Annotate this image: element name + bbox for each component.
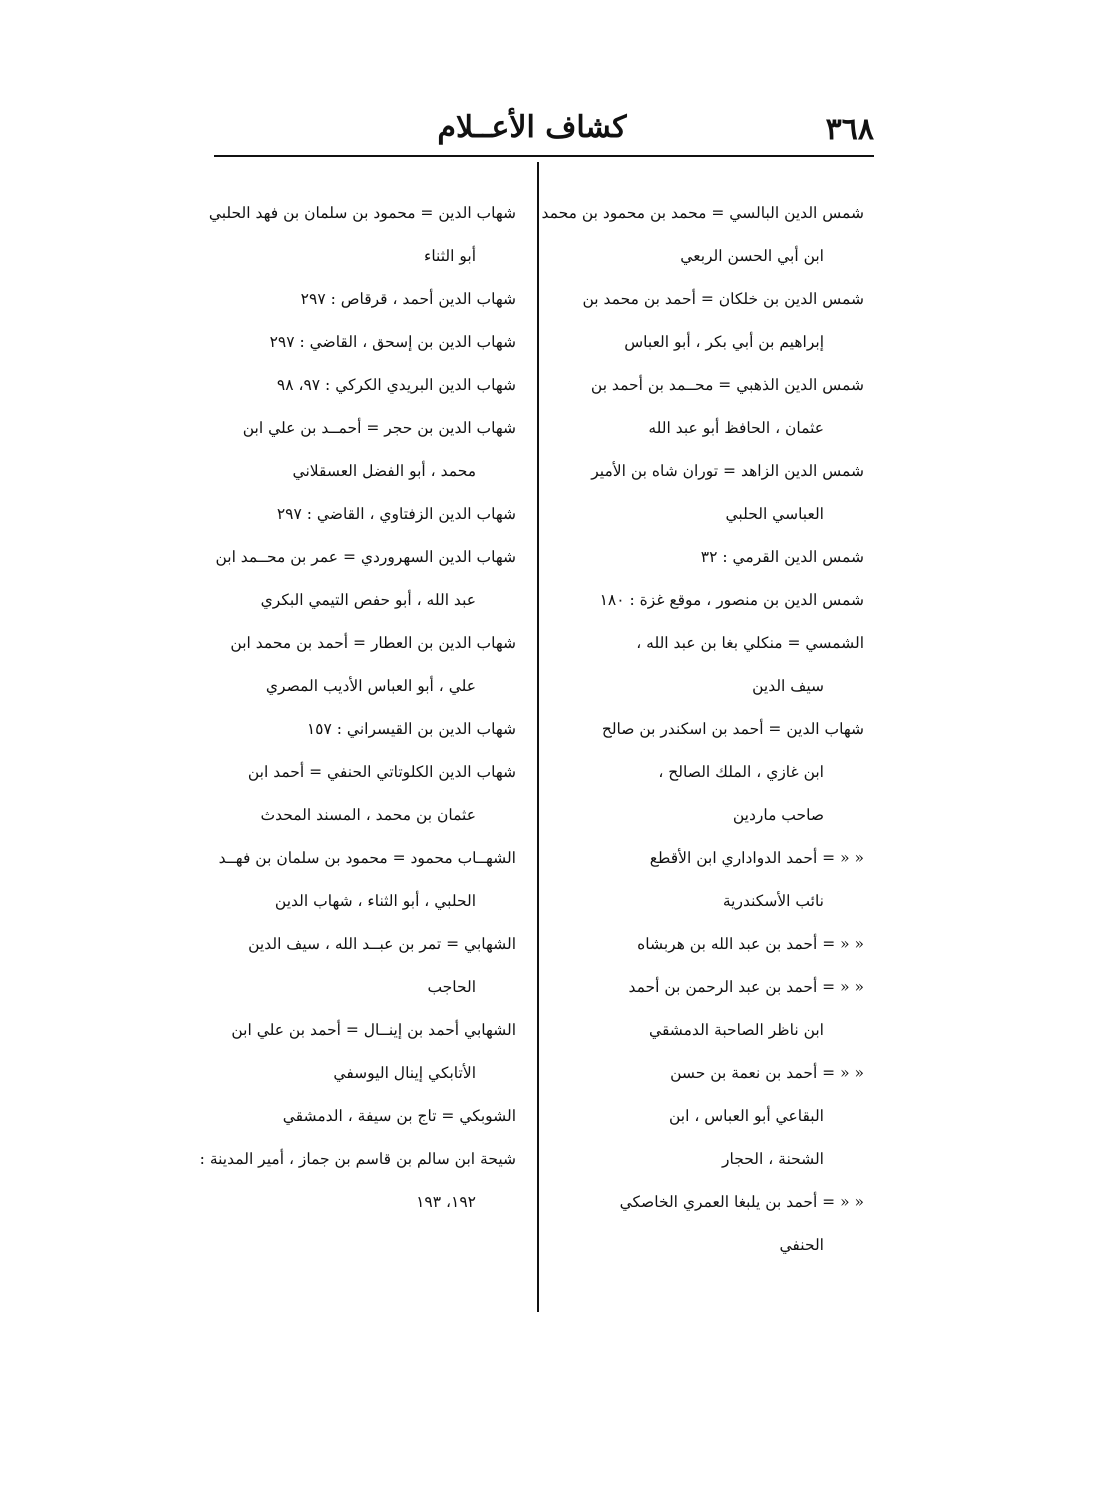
entry-continuation-line: سيف الدين (752, 677, 824, 695)
entry-continuation-line: ابن غازي ، الملك الصالح ، (658, 763, 824, 781)
entry-heading-line: شهاب الدين البريدي الكركي : ٩٧، ٩٨ (276, 376, 516, 394)
entry-continuation-line: العباسي الحلبي (725, 505, 824, 523)
entry-continuation-line: البقاعي أبو العباس ، ابن (668, 1107, 824, 1125)
entry-heading-line: شمس الدين بن منصور ، موقع غزة : ١٨٠ (599, 591, 864, 609)
index-entry (212, 1095, 516, 1138)
index-entry (560, 837, 864, 923)
entry-continuation-line: ابن ناظر الصاحبة الدمشقي (649, 1021, 824, 1039)
page-header (214, 108, 874, 156)
index-entry (199, 1138, 516, 1224)
entry-heading-line: شهاب الدين أحمد ، قرقاص : ٢٩٧ (300, 290, 516, 308)
index-entry (212, 364, 516, 407)
entry-continuation-line: عبد الله ، أبو حفص التيمي البكري (260, 591, 476, 609)
entry-heading-line: « « = أحمد الدواداري ابن الأقطع (649, 849, 864, 867)
entry-heading-line: شهاب الدين بن العطار = أحمد بن محمد ابن (230, 634, 516, 652)
index-entry (560, 708, 864, 837)
index-column-left (199, 192, 516, 1224)
entry-continuation-line: صاحب ماردين (732, 806, 824, 824)
index-entry (560, 364, 864, 450)
entry-continuation-line: عثمان بن محمد ، المسند المحدث (260, 806, 476, 824)
entry-continuation-line: الأتابكي إينال اليوسفي (333, 1064, 476, 1082)
index-entry (560, 1181, 864, 1267)
entry-heading-line: الشهــاب محمود = محمود بن سلمان بن فهــد (218, 849, 516, 867)
entry-heading-line: شهاب الدين = محمود بن سلمان بن فهد الحلبي (208, 204, 516, 222)
index-entry (560, 923, 864, 966)
entry-continuation-line: نائب الأسكندرية (722, 892, 824, 910)
index-entry (208, 192, 516, 278)
header-rule (214, 155, 874, 157)
entry-heading-line: شهاب الدين الزفتاوي ، القاضي : ٢٩٧ (276, 505, 516, 523)
index-entry (212, 708, 516, 751)
entry-continuation-line: أبو الثناء (424, 247, 476, 265)
index-entry (212, 923, 516, 1009)
index-entry (212, 407, 516, 493)
index-entry (560, 966, 864, 1052)
entry-heading-line: شمس الدين الذهبي = محــمد بن أحمد بن (590, 376, 864, 394)
entry-continuation-line: الحاجب (427, 978, 476, 996)
entry-heading-line: الشهابي = تمر بن عبــد الله ، سيف الدين (248, 935, 516, 953)
index-entry (212, 321, 516, 364)
entry-continuation-line: الشحنة ، الحجار (722, 1150, 824, 1168)
entry-heading-line: شهاب الدين = أحمد بن اسكندر بن صالح (601, 720, 864, 738)
entry-continuation-line: محمد ، أبو الفضل العسقلاني (292, 462, 476, 480)
page-number: ٣٦٨ (825, 112, 874, 147)
index-entry (541, 192, 864, 278)
entry-continuation-line: ابن أبي الحسن الربعي (680, 247, 824, 265)
entry-heading-line: شهاب الدين بن إسحق ، القاضي : ٢٩٧ (269, 333, 516, 351)
index-entry (560, 450, 864, 536)
index-entry (560, 622, 864, 708)
entry-heading-line: « « = أحمد بن عبد الرحمن بن أحمد (628, 978, 864, 996)
entry-heading-line: شمس الدين بن خلكان = أحمد بن محمد بن (582, 290, 864, 308)
index-entry (560, 579, 864, 622)
entry-continuation-line: إبراهيم بن أبي بكر ، أبو العباس (624, 333, 824, 351)
entry-heading-line: « « = أحمد بن يلبغا العمري الخاصكي (619, 1193, 864, 1211)
entry-heading-line: شيحة ابن سالم بن قاسم بن جماز ، أمير المدينة : (199, 1150, 516, 1168)
entry-heading-line: شهاب الدين السهروردي = عمر بن محــمد ابن (215, 548, 516, 566)
index-entry (212, 837, 516, 923)
entry-continuation-line: الحنفي (779, 1236, 824, 1254)
entry-continuation-line: علي ، أبو العباس الأديب المصري (265, 677, 476, 695)
entry-heading-line: شهاب الدين بن حجر = أحمــد بن علي ابن (242, 419, 516, 437)
entry-heading-line: شمس الدين الزاهد = توران شاه بن الأمير (591, 462, 864, 480)
entry-heading-line: الشوبكي = تاج بن سيفة ، الدمشقي (282, 1107, 516, 1125)
index-entry (212, 751, 516, 837)
entry-heading-line: شهاب الدين الكلوتاتي الحنفي = أحمد ابن (247, 763, 516, 781)
entry-heading-line: شمس الدين القرمي : ٣٢ (700, 548, 864, 566)
entry-heading-line: شمس الدين البالسي = محمد بن محمود بن محمد (541, 204, 864, 222)
index-entry (560, 1052, 864, 1181)
entry-heading-line: الشمسي = منكلي بغا بن عبد الله ، (636, 634, 864, 652)
index-entry (212, 278, 516, 321)
index-entry (212, 622, 516, 708)
index-column-right (541, 192, 864, 1267)
index-entry (212, 493, 516, 536)
running-title: كشاف الأعــلام (437, 110, 627, 145)
entry-heading-line: شهاب الدين بن القيسراني : ١٥٧ (306, 720, 516, 738)
entry-heading-line: « « = أحمد بن عبد الله بن هربشاه (637, 935, 864, 953)
index-entry (212, 1009, 516, 1095)
entry-heading-line: « « = أحمد بن نعمة بن حسن (670, 1064, 864, 1082)
entry-continuation-line: عثمان ، الحافظ أبو عبد الله (648, 419, 824, 437)
entry-continuation-line: الحلبي ، أبو الثناء ، شهاب الدين (274, 892, 476, 910)
index-entry (560, 278, 864, 364)
entry-heading-line: الشهابي أحمد بن إينــال = أحمد بن علي ابن (231, 1021, 516, 1039)
index-entry (560, 536, 864, 579)
index-entry (212, 536, 516, 622)
column-divider (537, 162, 539, 1312)
entry-continuation-line: ١٩٢، ١٩٣ (416, 1193, 476, 1211)
